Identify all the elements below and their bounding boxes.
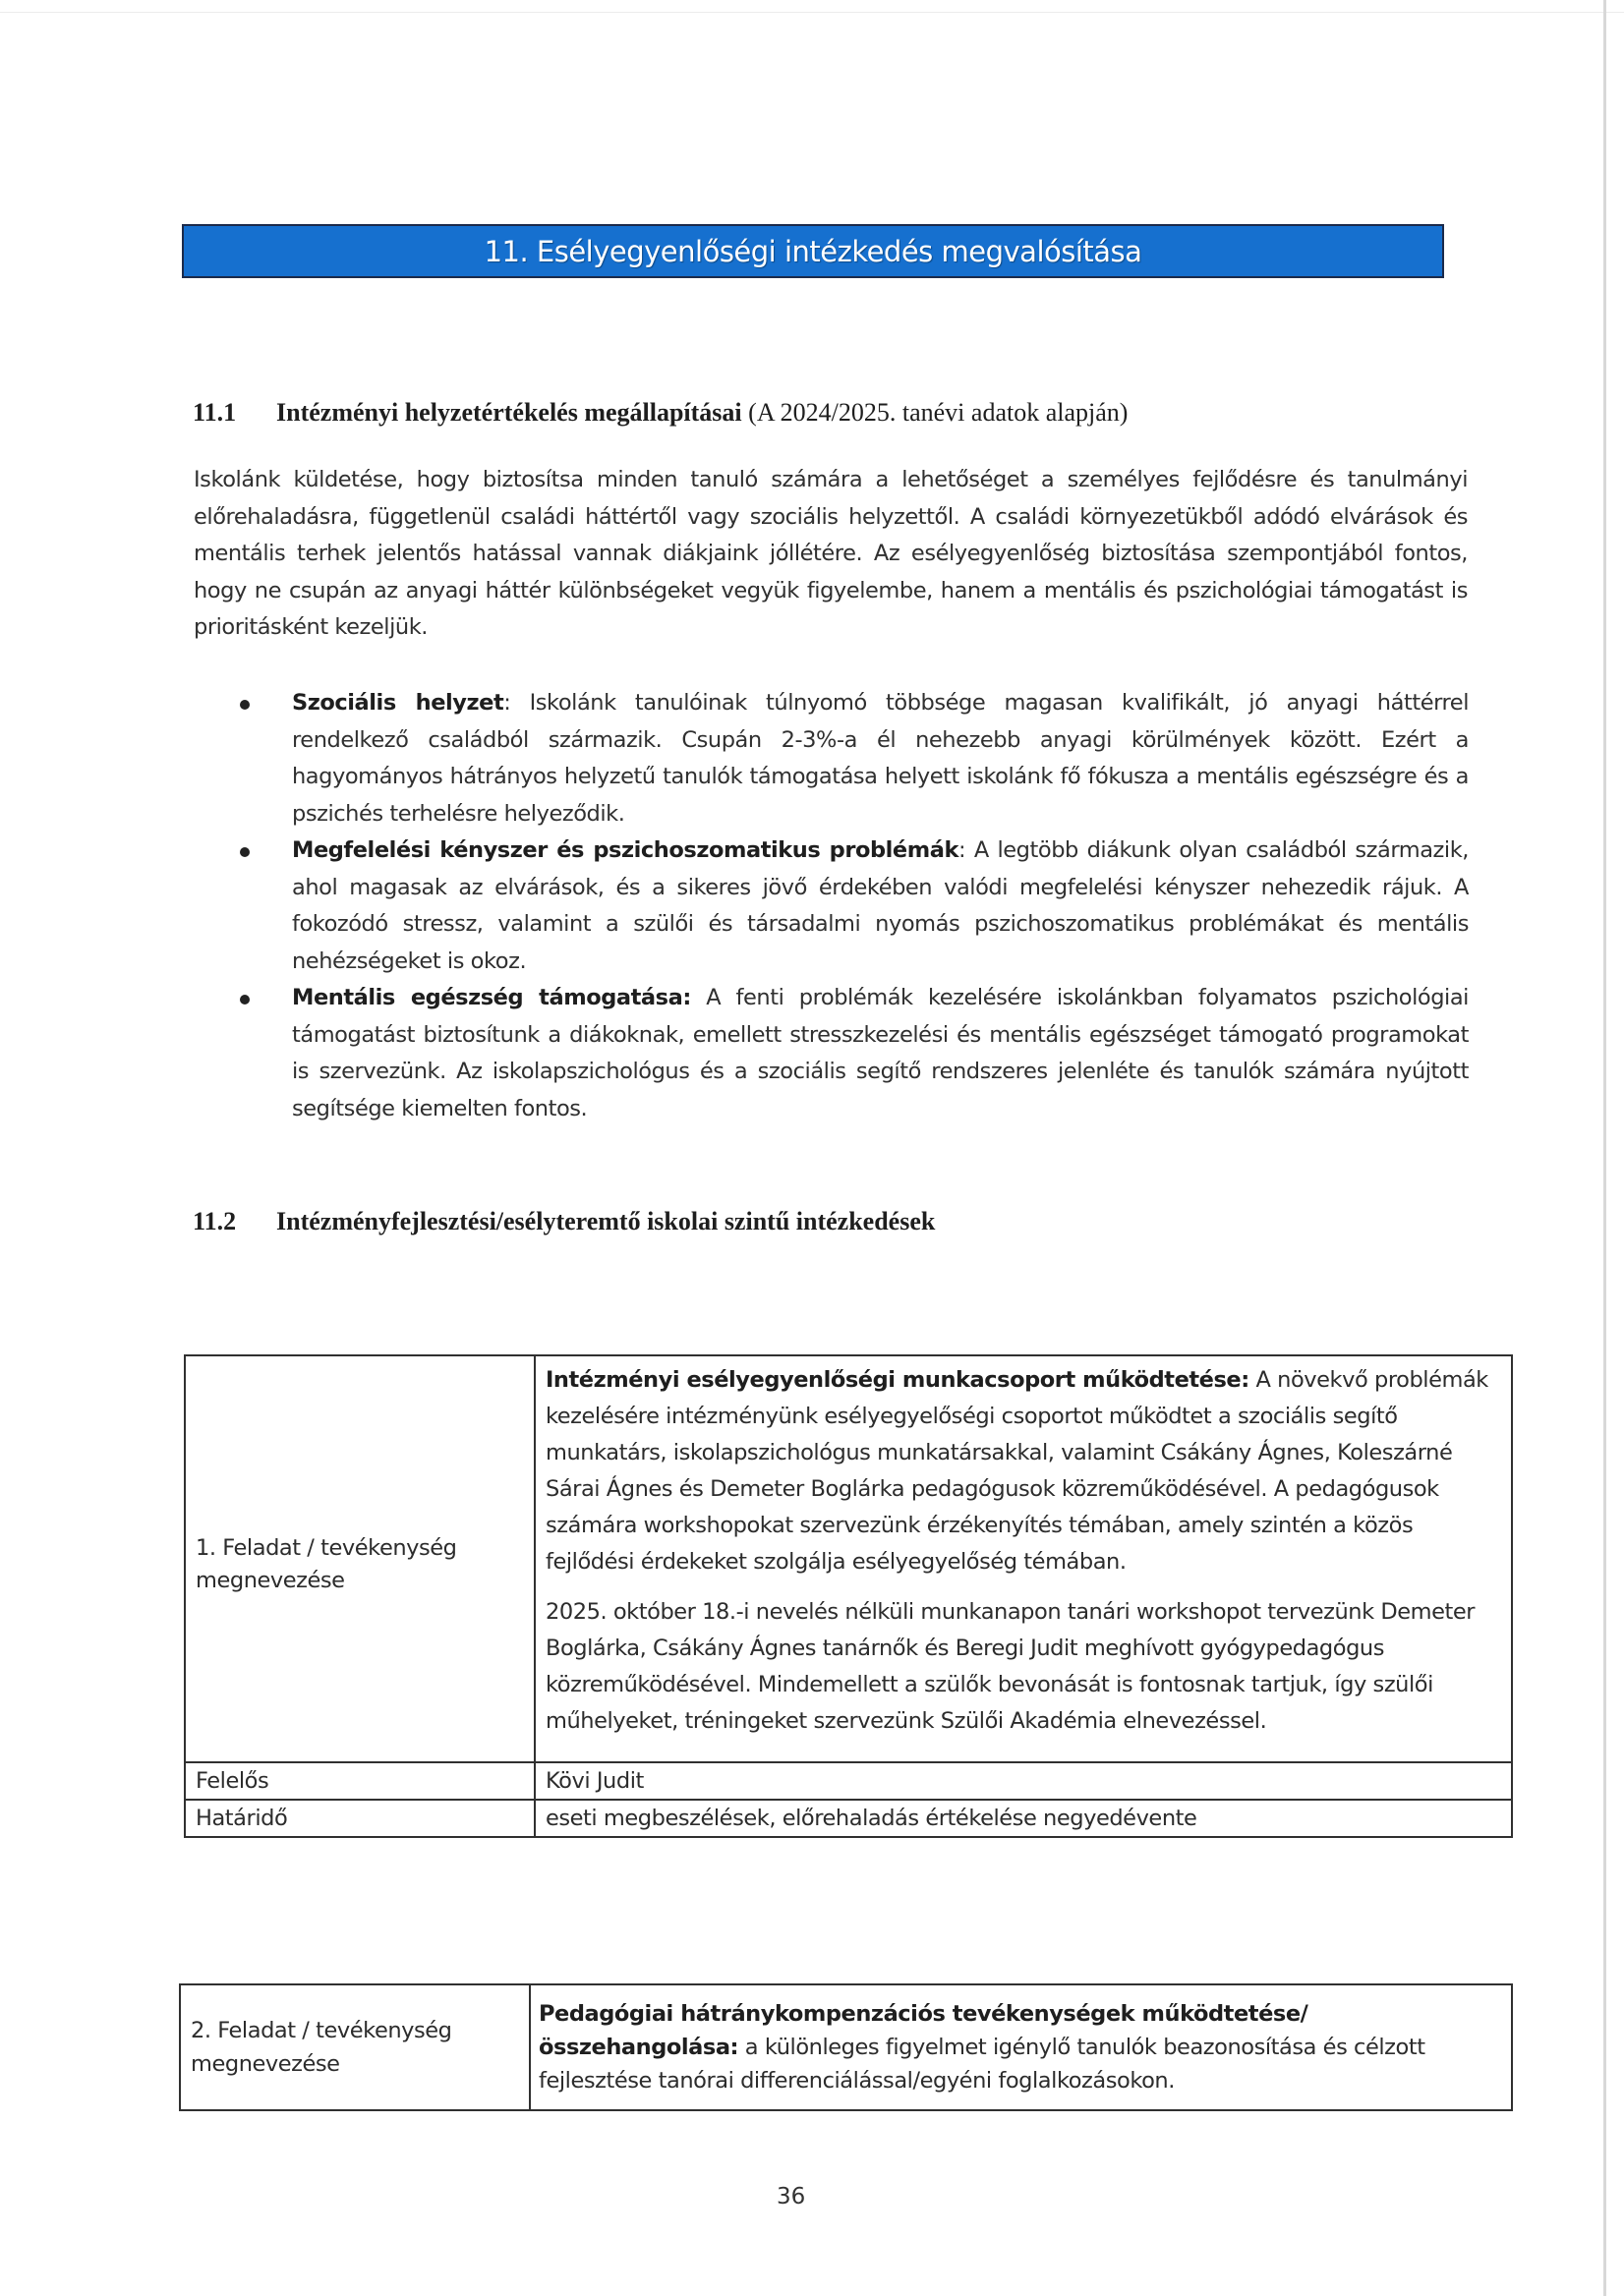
bullet-icon [240,995,250,1004]
task-2-lead: Pedagógiai hátránykompenzációs tevékenységek működtetése/összehangolása: [539,2001,1308,2060]
list-item-text: A fenti problémák kezelésére iskolánkban folyamatos pszichológiai támogatást biztosítunk a diákoknak, emellett stresszkezelési és mentális egészséget támogató programokat is szervezünk. Az iskolapszichológus és a szociális segítő rendszeres jelenléte és tanulók számára nyújtott segítsége kiemelten fontos. [292,985,1469,1121]
bullet-icon [240,847,250,857]
task-1-description [535,1355,1512,1762]
scan-artifact-top [0,12,1624,13]
task-2-text: a különleges figyelmet igénylő tanulók beazonosítása és célzott fejlesztése tanórai differenciálással/egyéni foglalkozásokon. [539,2035,1425,2094]
intro-paragraph [194,462,1468,647]
table-row [185,1355,1512,1762]
task-1-paragraph-1 [546,1362,1501,1580]
heading-11-2-title: Intézményfejlesztési/esélyteremtő iskolai szintű intézkedések [276,1207,936,1235]
list-item-label: Mentális egészség támogatása: [292,985,691,1010]
task-2-label: 2. Feladat / tevékenység megnevezése [180,1984,530,2110]
list-item [228,832,1469,980]
section-banner [182,224,1444,278]
task-2-description [530,1984,1512,2110]
scan-artifact-edge [1603,0,1606,2296]
task-1-paragraph-2: 2025. október 18.-i nevelés nélküli munkanapon tanári workshopot tervezünk Demeter Boglárka, Csákány Ágnes tanárnők és Beregi Judit meghívott gyógypedagógus közreműködésével. Mindemellett a szülők bevonását is fontosnak tartjuk, így szülői műhelyeket, tréningeket szervezünk Szülői Akadémia elnevezéssel. [546,1599,1476,1734]
list-item [228,980,1469,1127]
heading-11-1-number: 11.1 [193,398,237,427]
list-item-label: Megfelelési kényszer és pszichoszomatikus problémák [292,837,958,863]
task-1-label: 1. Feladat / tevékenység megnevezése [185,1355,535,1762]
heading-11-1-title: Intézményi helyzetértékelés megállapításai [276,398,742,427]
heading-11-1 [193,398,1128,428]
list-item-text: : A legtöbb diákunk olyan családból származik, ahol magasak az elvárások, és a sikeres jövő érdekében valódi megfelelési kényszer nehezedik rájuk. A fokozódó stressz, valamint a szülői és társadalmi nyomás pszichoszomatikus problémákat és mentális nehézségeket is okoz. [292,837,1469,974]
intro-text: Iskolánk küldetése, hogy biztosítsa minden tanuló számára a lehetőséget a személyes fejlődésre és tanulmányi előrehaladásra, függetlenül családi háttértől vagy szociális helyzettől. A családi környezetükből adódó elvárások és mentális terhek jelentős hatással vannak diákjaink jóllétére. Az esélyegyenlőség biztosítása szempontjából fontos, hogy ne csupán az anyagi háttér különbségeket vegyük figyelembe, hanem a mentális és pszichológiai támogatást is prioritásként kezeljük. [194,467,1468,640]
heading-11-2 [193,1207,935,1236]
deadline-value: eseti megbeszélések, előrehaladás értékelése negyedévente [535,1800,1512,1837]
task-1-paragraph-1-text: A növekvő problémák kezelésére intézményünk esélyegyelőségi csoportot működtet a szociális segítő munkatárs, iskolapszichológus munkatársakkal, valamint Csákány Ágnes, Koleszárné Sárai Ágnes és Demeter Boglárka pedagógusok közreműködésével. A pedagógusok számára workshopokat szervezünk érzékenyítés témában, amely szintén a közös fejlődési érdekeket szolgálja esélyegyelőség témában. [546,1367,1488,1575]
section-banner-title: 11. Esélyegyenlőségi intézkedés megvalósítása [484,234,1142,268]
heading-11-2-number: 11.2 [193,1207,237,1235]
responsible-value: Kövi Judit [535,1762,1512,1800]
list-item [228,685,1469,832]
list-item-text: : Iskolánk tanulóinak túlnyomó többsége magasan kvalifikált, jó anyagi háttérrel rendelkező családból származik. Csupán 2-3%-a él nehezebb anyagi körülmények között. Ezért a hagyományos hátrányos helyzetű tanulók támogatása helyett iskolánk fő fókusza a mentális egészségre és a pszichés terhelésre helyeződik. [292,690,1469,827]
findings-list [228,685,1469,1127]
table-row [185,1762,1512,1800]
task-1-lead: Intézményi esélyegyenlőségi munkacsoport működtetése: [546,1367,1249,1393]
table-row [180,1984,1512,2110]
table-row [185,1800,1512,1837]
task-1-table [184,1354,1513,1838]
deadline-label: Határidő [185,1800,535,1837]
task-2-table [179,1983,1513,2111]
bullet-icon [240,700,250,710]
responsible-label: Felelős [185,1762,535,1800]
list-item-label: Szociális helyzet [292,690,504,716]
page-number: 36 [777,2184,806,2210]
heading-11-1-subtitle: (A 2024/2025. tanévi adatok alapján) [748,398,1129,427]
